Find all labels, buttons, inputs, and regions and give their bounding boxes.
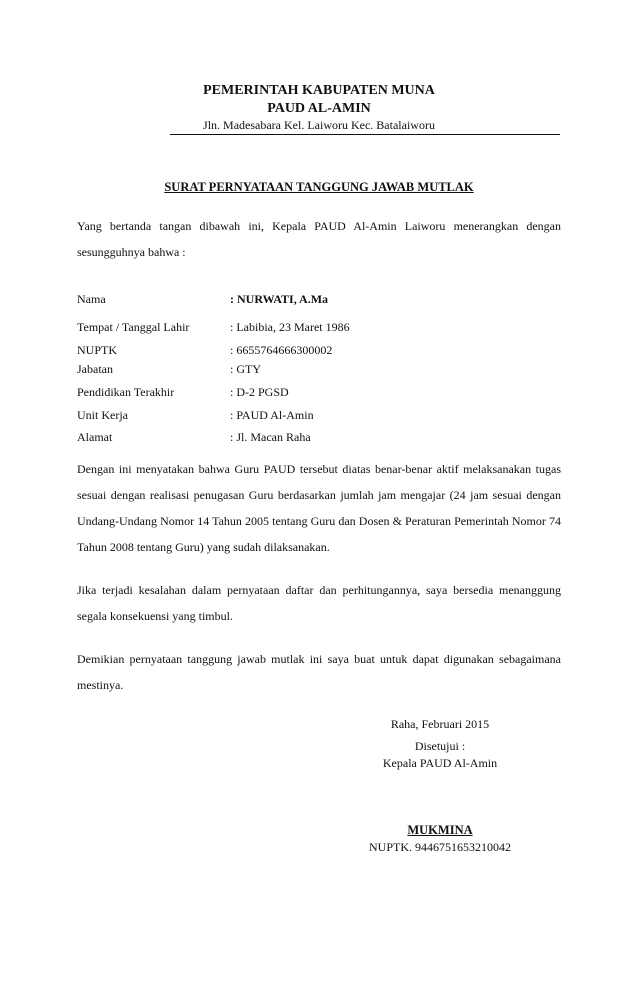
field-label: Unit Kerja xyxy=(77,408,128,422)
field-value: : 6655764666300002 xyxy=(230,343,333,357)
field-label: Tempat / Tanggal Lahir xyxy=(77,320,190,334)
intro-paragraph: Yang bertanda tangan dibawah ini, Kepala PAUD Al-Amin Laiworu menerangkan dengan sesungguhnya bahwa : xyxy=(77,219,561,259)
header-divider xyxy=(170,134,560,135)
field-row xyxy=(77,320,561,338)
signature-place-date: Raha, Februari 2015 xyxy=(390,717,490,731)
field-value: : Labibia, 23 Maret 1986 xyxy=(230,320,350,334)
field-row xyxy=(77,362,561,380)
field-value: : PAUD Al-Amin xyxy=(230,408,314,422)
signatory-nuptk: NUPTK. 9446751653210042 xyxy=(368,840,511,854)
statement-paragraph: Dengan ini menyatakan bahwa Guru PAUD tersebut diatas benar-benar aktif melaksanakan tugas sesuai dengan realisasi penugasan Guru berdasarkan jumlah jam mengajar (24 jam sesuai dengan Undang-Undang Nomor 14 Tahun 2005 tentang Guru dan Dosen & Peraturan Pemerintah Nomor 74 Tahun 2008 tentang Guru) yang sudah dilaksanakan. xyxy=(77,462,561,554)
signature-approved: Disetujui : xyxy=(414,739,466,753)
field-row xyxy=(77,408,561,426)
liability-paragraph: Jika terjadi kesalahan dalam pernyataan daftar dan perhitungannya, saya bersedia menanggung segala konsekuensi yang timbul. xyxy=(77,583,561,623)
field-value: : Jl. Macan Raha xyxy=(230,430,311,444)
header-school: PAUD AL-AMIN xyxy=(267,101,371,116)
field-value: : D-2 PGSD xyxy=(230,385,289,399)
field-label: Alamat xyxy=(77,430,113,444)
signature-position: Kepala PAUD Al-Amin xyxy=(382,756,498,770)
header-government: PEMERINTAH KABUPATEN MUNA xyxy=(203,83,435,98)
signatory-name: MUKMINA xyxy=(407,823,473,837)
header-address: Jln. Madesabara Kel. Laiworu Kec. Batalaiworu xyxy=(203,118,435,132)
field-row xyxy=(77,430,561,448)
field-row xyxy=(77,292,561,310)
field-row xyxy=(77,385,561,403)
field-label: Jabatan xyxy=(77,362,113,376)
field-label: NUPTK xyxy=(77,343,118,357)
field-label: Nama xyxy=(77,292,106,306)
field-row xyxy=(77,343,561,361)
document-title: SURAT PERNYATAAN TANGGUNG JAWAB MUTLAK xyxy=(164,180,474,194)
field-label: Pendidikan Terakhir xyxy=(77,385,175,399)
field-value: : NURWATI, A.Ma xyxy=(230,292,329,306)
closing-paragraph: Demikian pernyataan tanggung jawab mutlak ini saya buat untuk dapat digunakan sebagaimana mestinya. xyxy=(77,652,561,692)
field-value: : GTY xyxy=(230,362,261,376)
